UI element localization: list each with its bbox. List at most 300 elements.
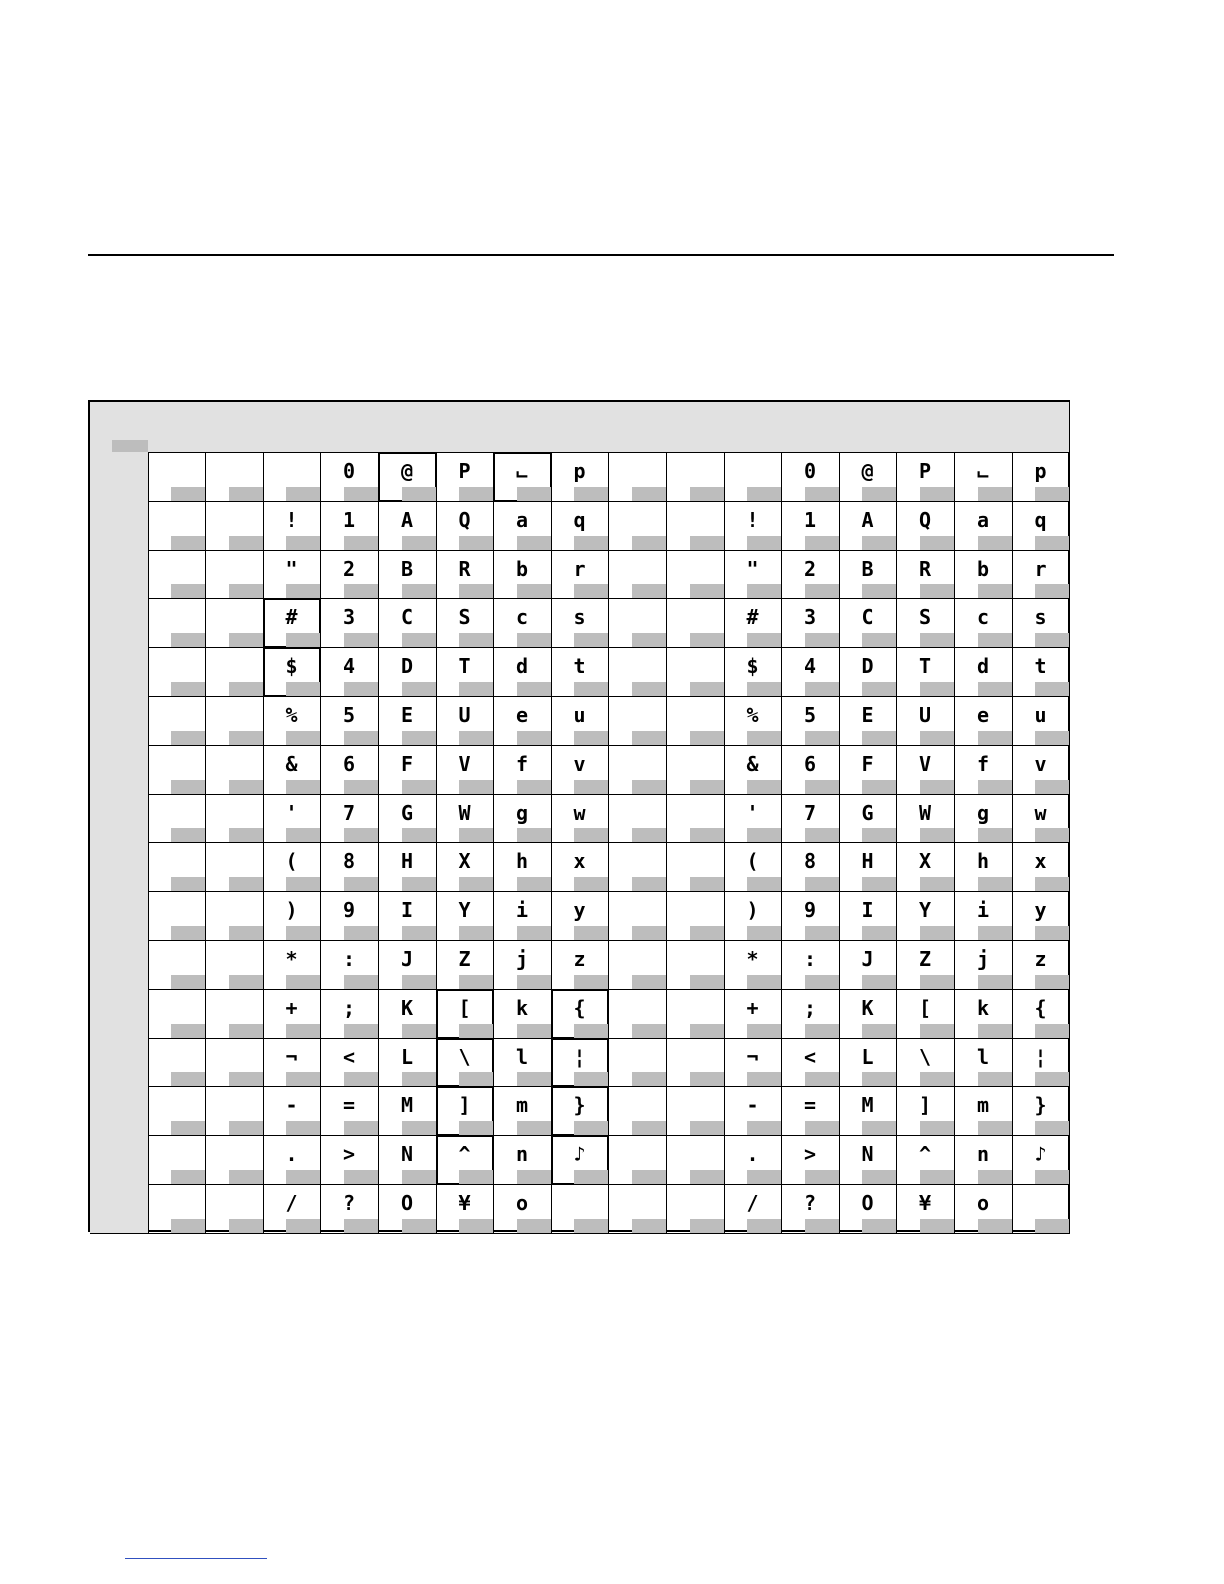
- character-cell: [436, 1086, 494, 1136]
- row-header-cell: [90, 1184, 149, 1234]
- character-cell: [781, 550, 840, 599]
- code-label-box: [805, 1072, 839, 1086]
- code-label-box: [920, 828, 954, 842]
- code-label-box: [978, 536, 1012, 550]
- character-cell: [551, 550, 609, 599]
- row-header-cell: [90, 598, 149, 648]
- code-label-box: [344, 682, 378, 696]
- character-glyph: ": [746, 557, 759, 581]
- character-cell: [954, 794, 1013, 843]
- character-glyph: ♪: [1034, 1142, 1047, 1166]
- code-label-box: [171, 633, 205, 647]
- character-cell: [493, 1135, 552, 1185]
- character-cell: [839, 794, 897, 843]
- character-cell: [781, 1184, 840, 1234]
- character-cell: [320, 794, 379, 843]
- character-glyph: a: [976, 508, 990, 532]
- character-cell: [724, 1038, 782, 1087]
- code-label-box: [286, 731, 320, 745]
- code-label-box: [517, 828, 551, 842]
- character-cell: [263, 745, 321, 795]
- character-cell: [436, 989, 494, 1039]
- character-cell: [551, 598, 609, 648]
- character-glyph: n: [515, 1142, 529, 1166]
- code-label-box: [286, 536, 320, 550]
- code-label-box: [344, 1170, 378, 1184]
- character-cell: [839, 842, 897, 892]
- code-label-box: [517, 926, 551, 940]
- code-label-box: [690, 780, 724, 794]
- code-label-box: [862, 682, 896, 696]
- code-label-box: [229, 877, 263, 891]
- code-label-box: [402, 926, 436, 940]
- character-cell: [551, 647, 609, 697]
- character-glyph: D: [400, 654, 414, 678]
- code-label-box: [171, 731, 205, 745]
- code-label-box: [171, 1121, 205, 1135]
- character-cell: [378, 745, 437, 795]
- code-label-box: [632, 682, 666, 696]
- code-label-box: [920, 1072, 954, 1086]
- code-label-box: [459, 975, 493, 989]
- code-label-box: [862, 975, 896, 989]
- code-label-box: [229, 1121, 263, 1135]
- character-cell: [724, 891, 782, 941]
- character-cell: [205, 1038, 264, 1087]
- character-cell: [781, 842, 840, 892]
- character-cell: [954, 1086, 1013, 1136]
- character-cell: [666, 1038, 725, 1087]
- character-cell: [378, 696, 437, 746]
- character-cell: [781, 452, 840, 502]
- character-cell: [724, 501, 782, 551]
- character-cell: [436, 940, 494, 990]
- character-cell: [378, 1038, 437, 1087]
- character-cell: [839, 647, 897, 697]
- character-glyph: &: [746, 752, 759, 776]
- code-label-box: [747, 1121, 781, 1135]
- character-cell: [1012, 1086, 1070, 1136]
- code-label-box: [920, 1024, 954, 1038]
- code-label-box: [574, 1024, 608, 1038]
- character-glyph: h: [515, 849, 529, 873]
- code-label-box: [747, 877, 781, 891]
- character-cell: [896, 501, 955, 551]
- character-glyph: o: [515, 1191, 529, 1215]
- character-cell: [954, 598, 1013, 648]
- character-cell: [781, 501, 840, 551]
- character-glyph: (: [285, 849, 298, 873]
- character-cell: [839, 598, 897, 648]
- character-cell: [378, 1184, 437, 1234]
- character-glyph: ⨽: [977, 459, 989, 483]
- table-corner-cell: [90, 402, 149, 453]
- character-cell: [263, 1135, 321, 1185]
- character-cell: [263, 1038, 321, 1087]
- code-label-box: [1035, 926, 1069, 940]
- character-cell: [205, 842, 264, 892]
- code-label-box: [517, 584, 551, 598]
- character-cell: [493, 1038, 552, 1087]
- character-cell: [263, 891, 321, 941]
- character-glyph: /: [285, 1191, 298, 1215]
- character-cell: [263, 1086, 321, 1136]
- character-cell: [205, 550, 264, 599]
- code-label-box: [805, 487, 839, 501]
- code-label-box: [978, 1024, 1012, 1038]
- code-label-box: [747, 536, 781, 550]
- code-label-box: [978, 633, 1012, 647]
- character-cell: [148, 1184, 206, 1234]
- character-cell: [839, 1135, 897, 1185]
- code-label-box: [747, 926, 781, 940]
- character-glyph: c: [976, 605, 990, 629]
- code-label-box: [171, 975, 205, 989]
- character-glyph: O: [861, 1191, 874, 1215]
- character-cell: [436, 501, 494, 551]
- code-label-box: [978, 731, 1012, 745]
- code-label-box: [344, 1072, 378, 1086]
- character-cell: [1012, 696, 1070, 746]
- code-label-box: [920, 926, 954, 940]
- code-label-box: [459, 584, 493, 598]
- character-cell: [493, 989, 552, 1039]
- character-cell: [436, 1184, 494, 1234]
- code-label-box: [517, 780, 551, 794]
- character-glyph: @: [400, 459, 414, 483]
- code-label-box: [344, 731, 378, 745]
- character-cell: [148, 1086, 206, 1136]
- character-glyph: Z: [458, 947, 471, 971]
- character-cell: [1012, 745, 1070, 795]
- code-label-box: [286, 633, 320, 647]
- code-label-box: [286, 828, 320, 842]
- character-cell: [724, 452, 782, 502]
- code-label-box: [574, 877, 608, 891]
- character-cell: [608, 989, 667, 1039]
- code-label-box: [805, 926, 839, 940]
- character-glyph: Y: [918, 898, 932, 922]
- character-glyph: s: [573, 605, 586, 629]
- code-label-box: [978, 1170, 1012, 1184]
- code-label-box: [171, 877, 205, 891]
- character-glyph: k: [976, 996, 990, 1020]
- code-label-box: [517, 1170, 551, 1184]
- code-label-box: [920, 584, 954, 598]
- code-label-box: [229, 1219, 263, 1233]
- character-glyph: 5: [803, 703, 817, 727]
- character-cell: [378, 891, 437, 941]
- character-cell: [551, 452, 609, 502]
- character-glyph: :: [803, 947, 817, 971]
- column-header-cell: [896, 402, 955, 453]
- character-cell: [378, 1086, 437, 1136]
- character-glyph: /: [746, 1191, 759, 1215]
- character-glyph: R: [918, 557, 932, 581]
- character-cell: [666, 1086, 725, 1136]
- character-glyph: 2: [803, 557, 817, 581]
- character-cell: [666, 940, 725, 990]
- character-glyph: 1: [342, 508, 356, 532]
- character-cell: [148, 501, 206, 551]
- character-glyph: $: [746, 654, 759, 678]
- code-label-box: [286, 975, 320, 989]
- character-glyph: N: [861, 1142, 874, 1166]
- character-cell: [666, 1135, 725, 1185]
- code-label-box: [402, 633, 436, 647]
- code-label-box: [1035, 1024, 1069, 1038]
- character-cell: [666, 745, 725, 795]
- row-header-cell: [90, 501, 149, 551]
- character-glyph: t: [573, 654, 586, 678]
- character-glyph: 9: [803, 898, 817, 922]
- character-cell: [436, 1038, 494, 1087]
- character-glyph: L: [400, 1045, 414, 1069]
- character-glyph: U: [918, 703, 932, 727]
- character-glyph: B: [861, 557, 874, 581]
- character-glyph: 7: [803, 801, 817, 825]
- character-glyph: %: [746, 703, 759, 727]
- character-cell: [781, 794, 840, 843]
- character-glyph: G: [861, 801, 874, 825]
- character-cell: [551, 501, 609, 551]
- character-cell: [724, 696, 782, 746]
- code-label-box: [862, 1170, 896, 1184]
- column-header-cell: [436, 402, 494, 453]
- character-cell: [896, 1184, 955, 1234]
- character-cell: [608, 647, 667, 697]
- character-cell: [839, 1086, 897, 1136]
- character-cell: [608, 940, 667, 990]
- character-glyph: 9: [342, 898, 356, 922]
- code-label-box: [747, 1219, 781, 1233]
- character-glyph: ♪: [573, 1142, 586, 1166]
- column-header-cell: [781, 402, 840, 453]
- character-glyph: q: [1034, 508, 1047, 532]
- code-label-box: [805, 731, 839, 745]
- character-cell: [263, 550, 321, 599]
- character-glyph: m: [515, 1093, 529, 1117]
- code-label-box: [344, 584, 378, 598]
- code-label-box: [632, 780, 666, 794]
- character-glyph: >: [342, 1142, 356, 1166]
- character-glyph: Z: [918, 947, 932, 971]
- character-cell: [896, 989, 955, 1039]
- character-cell: [551, 842, 609, 892]
- character-cell: [205, 1086, 264, 1136]
- character-cell: [781, 940, 840, 990]
- code-label-box: [862, 731, 896, 745]
- character-cell: [1012, 1135, 1070, 1185]
- character-glyph: G: [400, 801, 414, 825]
- character-cell: [551, 696, 609, 746]
- code-label-box: [459, 633, 493, 647]
- character-cell: [148, 745, 206, 795]
- character-cell: [1012, 989, 1070, 1039]
- character-glyph: }: [573, 1093, 586, 1117]
- character-glyph: ¦: [1034, 1045, 1047, 1069]
- code-label-box: [286, 877, 320, 891]
- code-label-box: [459, 1024, 493, 1038]
- code-label-box: [229, 926, 263, 940]
- code-label-box: [286, 584, 320, 598]
- code-label-box: [402, 1072, 436, 1086]
- code-label-box: [805, 1170, 839, 1184]
- code-label-box: [920, 1219, 954, 1233]
- character-cell: [666, 647, 725, 697]
- character-cell: [320, 842, 379, 892]
- character-glyph: g: [515, 801, 529, 825]
- column-header-cell: [205, 402, 264, 453]
- code-label-box: [747, 584, 781, 598]
- character-glyph: N: [400, 1142, 414, 1166]
- character-glyph: W: [918, 801, 932, 825]
- code-label-box: [229, 975, 263, 989]
- character-glyph: y: [573, 898, 586, 922]
- code-label-box: [402, 877, 436, 891]
- code-label-box: [632, 1072, 666, 1086]
- character-glyph: y: [1034, 898, 1047, 922]
- character-cell: [724, 1184, 782, 1234]
- code-label-box: [402, 682, 436, 696]
- character-cell: [436, 745, 494, 795]
- code-label-box: [459, 1219, 493, 1233]
- code-label-box: [344, 780, 378, 794]
- code-label-box: [747, 1170, 781, 1184]
- character-glyph: A: [861, 508, 874, 532]
- character-cell: [320, 696, 379, 746]
- character-glyph: V: [918, 752, 932, 776]
- character-cell: [320, 1135, 379, 1185]
- character-glyph: p: [1034, 459, 1047, 483]
- character-glyph: s: [1034, 605, 1047, 629]
- character-cell: [263, 794, 321, 843]
- character-glyph: W: [458, 801, 471, 825]
- code-label-box: [459, 536, 493, 550]
- character-glyph: w: [1034, 801, 1047, 825]
- character-cell: [724, 647, 782, 697]
- code-label-box: [920, 975, 954, 989]
- character-cell: [724, 940, 782, 990]
- code-label-box: [862, 536, 896, 550]
- code-label-box: [632, 584, 666, 598]
- character-cell: [896, 1038, 955, 1087]
- character-cell: [551, 989, 609, 1039]
- character-glyph: F: [400, 752, 414, 776]
- code-label-box: [747, 975, 781, 989]
- character-cell: [493, 1184, 552, 1234]
- character-glyph: K: [400, 996, 414, 1020]
- code-label-box: [862, 633, 896, 647]
- code-label-box: [690, 487, 724, 501]
- code-label-box: [402, 780, 436, 794]
- character-cell: [378, 452, 437, 502]
- character-glyph: f: [515, 752, 529, 776]
- character-cell: [205, 647, 264, 697]
- character-glyph: .: [285, 1142, 298, 1166]
- character-glyph: \: [918, 1045, 932, 1069]
- code-label-box: [920, 487, 954, 501]
- character-glyph: X: [458, 849, 471, 873]
- character-glyph: 8: [803, 849, 817, 873]
- code-label-box: [229, 828, 263, 842]
- code-label-box: [574, 1170, 608, 1184]
- code-label-box: [517, 1219, 551, 1233]
- code-label-box: [459, 487, 493, 501]
- code-label-box: [402, 1121, 436, 1135]
- character-cell: [608, 745, 667, 795]
- code-label-box: [459, 731, 493, 745]
- character-cell: [205, 989, 264, 1039]
- code-label-box: [286, 1219, 320, 1233]
- code-label-box: [459, 1170, 493, 1184]
- code-label-box: [1035, 487, 1069, 501]
- character-cell: [551, 794, 609, 843]
- character-cell: [493, 794, 552, 843]
- character-glyph: c: [515, 605, 529, 629]
- code-label-box: [747, 1072, 781, 1086]
- character-cell: [666, 598, 725, 648]
- character-cell: [839, 1038, 897, 1087]
- character-cell: [378, 501, 437, 551]
- code-label-box: [690, 877, 724, 891]
- code-label-box: [171, 536, 205, 550]
- character-cell: [724, 745, 782, 795]
- code-label-box: [862, 584, 896, 598]
- character-cell: [839, 452, 897, 502]
- character-glyph: x: [573, 849, 586, 873]
- code-label-box: [574, 1121, 608, 1135]
- character-cell: [320, 1184, 379, 1234]
- character-glyph: p: [573, 459, 586, 483]
- character-cell: [954, 452, 1013, 502]
- code-label-box: [402, 1170, 436, 1184]
- character-cell: [896, 550, 955, 599]
- character-cell: [205, 452, 264, 502]
- character-glyph: Y: [458, 898, 471, 922]
- character-glyph: t: [1034, 654, 1047, 678]
- character-glyph: !: [285, 508, 298, 532]
- character-cell: [148, 598, 206, 648]
- code-label-box: [459, 926, 493, 940]
- character-cell: [839, 989, 897, 1039]
- code-label-box: [1035, 536, 1069, 550]
- code-label-box: [286, 926, 320, 940]
- row-header-cell: [90, 647, 149, 697]
- character-cell: [320, 647, 379, 697]
- character-cell: [148, 891, 206, 941]
- code-label-box: [229, 780, 263, 794]
- character-cell: [320, 1038, 379, 1087]
- code-label-box: [344, 1024, 378, 1038]
- character-cell: [781, 891, 840, 941]
- character-cell: [205, 891, 264, 941]
- code-label-box: [690, 1219, 724, 1233]
- code-label-box: [171, 1219, 205, 1233]
- character-glyph: i: [976, 898, 990, 922]
- code-label-box: [286, 1072, 320, 1086]
- character-cell: [320, 940, 379, 990]
- character-cell: [493, 1086, 552, 1136]
- code-label-box: [805, 975, 839, 989]
- character-cell: [320, 745, 379, 795]
- character-glyph: ]: [458, 1093, 471, 1117]
- code-label-box: [1035, 1072, 1069, 1086]
- code-label-box: [402, 731, 436, 745]
- character-cell: [436, 550, 494, 599]
- code-label-box: [286, 780, 320, 794]
- code-label-box: [690, 828, 724, 842]
